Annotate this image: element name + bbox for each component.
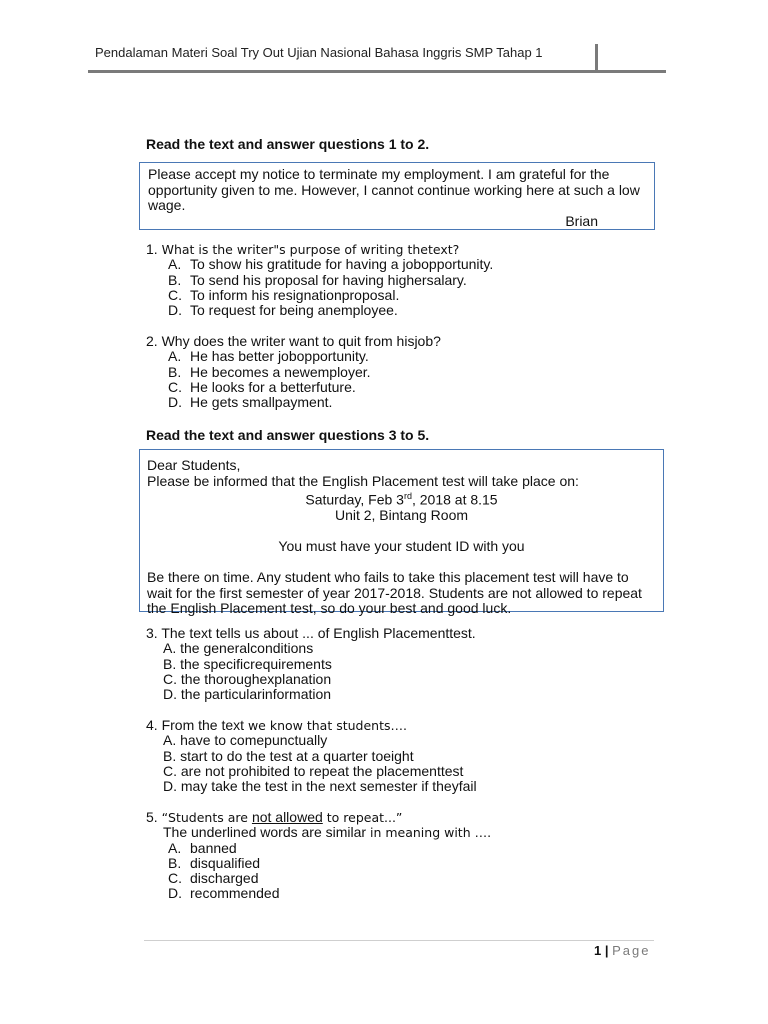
announcement-place: Unit 2, Bintang Room [334,507,469,524]
option-3d[interactable]: D. the particularinformation [163,686,332,703]
announcement-date: Saturday, Feb 3rd, 2018 at 8.15 [305,491,498,508]
option-2a[interactable]: A. He has better jobopportunity. [168,348,369,365]
option-4b[interactable]: B. start to do the test at a quarter toeight [163,747,414,764]
option-3c[interactable]: C. the thoroughexplanation [163,670,332,687]
option-4a[interactable]: A. have to comepunctually [163,732,328,749]
section1-instruction: Read the text and answer questions 1 to 2. [146,136,430,152]
section1-text-line: Please accept my notice to terminate my employment. I am grateful for the [148,166,610,182]
page-label: Page [612,943,651,958]
announcement-intro: Please be informed that the English Placement test will take place on: [147,472,579,489]
option-1a[interactable]: A. To show his gratitude for having a jobopportunity. [168,256,494,273]
question-2-stem: 2. Why does the writer want to quit from hisjob? [146,333,441,349]
option-2d[interactable]: D. He gets smallpayment. [168,394,333,411]
option-1c[interactable]: C. To inform his resignationproposal. [168,286,400,303]
option-5c[interactable]: C. discharged [168,870,259,887]
announcement-greeting: Dear Students, [147,457,241,473]
page-footer [594,943,651,958]
announcement-id-note: You must have your student ID with you [278,538,525,555]
question-3 [146,626,476,702]
announcement-closing-line: the English Placement test, so do your best and good luck. [147,600,512,617]
header-underline [88,70,666,73]
document-header-title: Pendalaman Materi Soal Try Out Ujian Nasional Bahasa Inggris SMP Tahap 1 [95,45,543,60]
announcement-closing-line: Be there on time. Any student who fails to take this placement test will have to [147,569,629,586]
option-5b[interactable]: B. disqualified [168,854,261,871]
announcement-closing-line: wait for the first semester of year 2017-2018. Students are not allowed to repeat [147,584,642,601]
option-4c[interactable]: C. are not prohibited to repeat the placementtest [163,762,464,779]
section2-announcement-box [139,449,664,617]
option-4d[interactable]: D. may take the test in the next semester if theyfail [163,778,477,795]
question-5-quote: 5. “Students are not allowed to repeat...” [146,809,403,825]
question-5-stem: The underlined words are similar in meaning with …. [163,824,492,841]
question-2 [146,334,441,410]
question-4 [146,718,477,794]
option-5a[interactable]: A. banned [168,839,237,856]
option-2c[interactable]: C. He looks for a betterfuture. [168,378,356,395]
option-2b[interactable]: B. He becomes a newemployer. [168,363,371,380]
question-4-stem: 4. From the text we know that students…. [146,717,407,733]
section1-signature: Brian [565,212,598,229]
footer-separator: | [604,943,609,958]
underlined-phrase: not allowed [251,809,323,825]
question-5 [146,810,491,902]
section1-text-box [139,162,655,230]
option-5d[interactable]: D. recommended [168,885,280,902]
header-divider-tick [595,44,598,72]
option-3b[interactable]: B. the specificrequirements [163,655,332,672]
question-3-stem: 3. The text tells us about ... of English Placementtest. [146,625,476,641]
section2-instruction: Read the text and answer questions 3 to 5. [146,427,430,443]
question-1-stem: 1. What is the writer"s purpose of writing thetext? [146,241,460,257]
option-3a[interactable]: A. the generalconditions [163,640,314,657]
footer-divider [144,940,654,941]
option-1b[interactable]: B. To send his proposal for having highersalary. [168,271,467,288]
question-1 [146,242,493,318]
section1-text-line: opportunity given to me. However, I cannot continue working here at such a low [148,181,640,198]
page-number: 1 [594,943,602,958]
section1-text-line: wage. [148,197,186,213]
option-1d[interactable]: D. To request for being anemployee. [168,302,398,319]
